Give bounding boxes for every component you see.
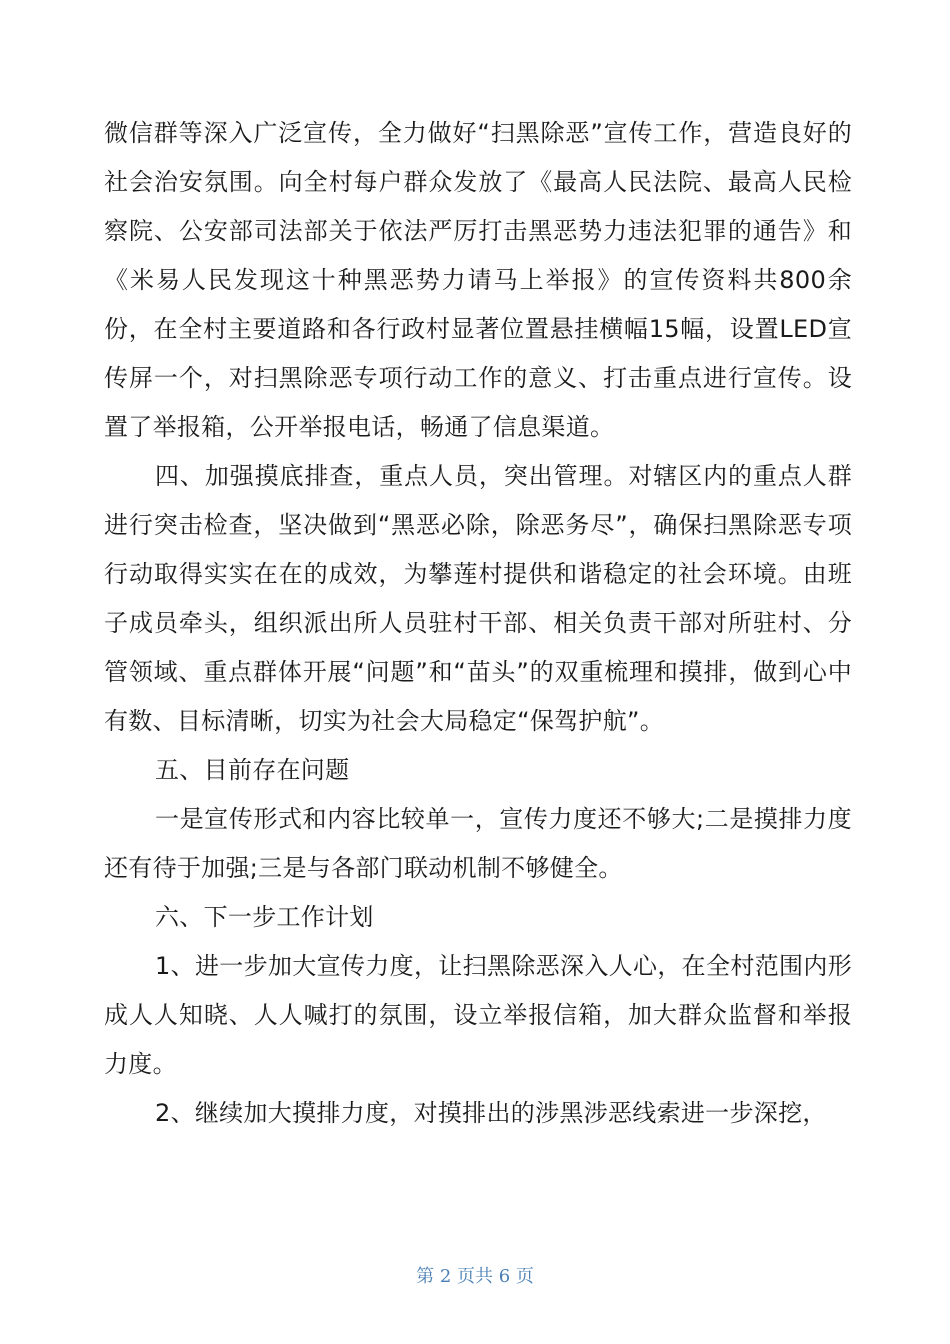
paragraph-problems: 一是宣传形式和内容比较单一，宣传力度还不够大;二是摸排力度还有待于加强;三是与各部门联动机制不够健全。 xyxy=(104,805,852,882)
paragraph-section-four: 四、加强摸底排查，重点人员，突出管理。对辖区内的重点人群进行突击检查，坚决做到“黑恶必除，除恶务尽”，确保扫黑除恶专项行动取得实实在在的成效，为攀莲村提供和谐稳定的社会环境。由班子成员牵头，组织派出所人员驻村干部、相关负责干部对所驻村、分管领域、重点群体开展“问题”和“苗头”的双重梳理和摸排，做到心中有数、目标清晰，切实为社会大局稳定“保驾护航”。 xyxy=(104,462,852,735)
paragraph-plan-item-2: 2、继续加大摸排力度，对摸排出的涉黑涉恶线索进一步深挖， xyxy=(155,1099,827,1127)
heading-section-six: 六、下一步工作计划 xyxy=(155,903,374,931)
paragraph-plan-item-1: 1、进一步加大宣传力度，让扫黑除恶深入人心，在全村范围内形成人人知晓、人人喊打的氛围，设立举报信箱，加大群众监督和举报力度。 xyxy=(104,952,852,1078)
paragraph-continuation: 微信群等深入广泛宣传，全力做好“扫黑除恶”宣传工作，营造良好的社会治安氛围。向全村每户群众发放了《最高人民法院、最高人民检察院、公安部司法部关于依法严厉打击黑恶势力违法犯罪的通告》和《米易人民发现这十种黑恶势力请马上举报》的宣传资料共800余份，在全村主要道路和各行政村显著位置悬挂横幅15幅，设置LED宣传屏一个，对扫黑除恶专项行动工作的意义、打击重点进行宣传。设置了举报箱，公开举报电话，畅通了信息渠道。 xyxy=(104,119,852,441)
heading-section-five: 五、目前存在问题 xyxy=(155,756,350,784)
document-body xyxy=(104,109,852,1138)
page-number-footer: 第 2 页共 6 页 xyxy=(416,1266,534,1287)
